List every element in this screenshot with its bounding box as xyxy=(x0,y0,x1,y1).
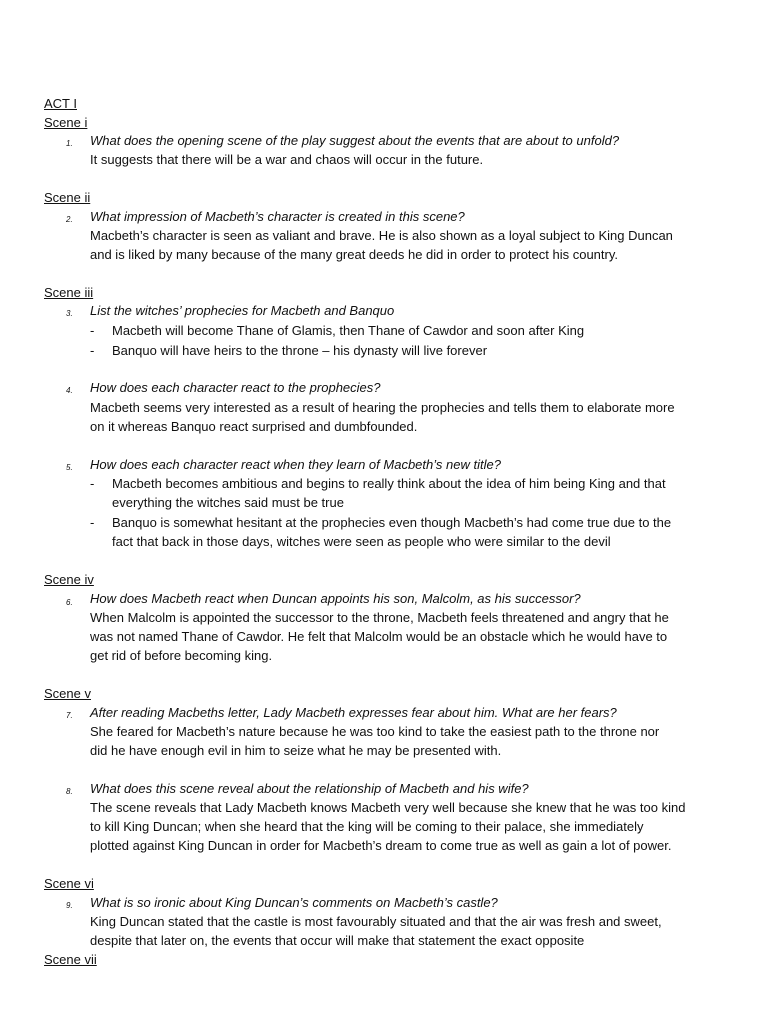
answer-text: get rid of before becoming king. xyxy=(90,648,273,663)
question-number: 7. xyxy=(66,711,73,720)
question-text: What impression of Macbeth’s character is created in this scene? xyxy=(90,209,465,224)
question-text: What does this scene reveal about the relationship of Macbeth and his wife? xyxy=(90,781,529,796)
answer-text: The scene reveals that Lady Macbeth knows Macbeth very well because she knew that he was too kind xyxy=(90,800,686,815)
question-text: What does the opening scene of the play suggest about the events that are about to unfold? xyxy=(90,133,620,148)
act-heading: ACT I xyxy=(44,96,77,111)
scene-heading: Scene v xyxy=(44,686,91,701)
question-number: 8. xyxy=(66,787,73,796)
bullet-text: Macbeth becomes ambitious and begins to really think about the idea of him being King and that xyxy=(112,476,666,491)
question-text: What is so ironic about King Duncan’s comments on Macbeth’s castle? xyxy=(90,895,498,910)
question-text: How does each character react when they learn of Macbeth’s new title? xyxy=(90,457,501,472)
bullet-text: fact that back in those days, witches were seen as people who were similar to the devil xyxy=(112,534,611,549)
bullet-marker: - xyxy=(90,515,95,530)
answer-text: It suggests that there will be a war and chaos will occur in the future. xyxy=(90,152,484,167)
bullet-marker: - xyxy=(90,323,95,338)
scene-heading: Scene i xyxy=(44,115,88,130)
question-number: 3. xyxy=(66,309,73,318)
question-number: 2. xyxy=(66,215,73,224)
answer-text: was not named Thane of Cawdor. He felt that Malcolm would be an obstacle which he would have to xyxy=(90,629,668,644)
scene-heading: Scene iv xyxy=(44,572,94,587)
answer-text: despite that later on, the events that occur will make that statement the exact opposite xyxy=(90,933,585,948)
scene-heading: Scene vii xyxy=(44,952,97,967)
answer-text: She feared for Macbeth’s nature because he was too kind to take the easiest path to the throne nor xyxy=(90,724,660,739)
answer-text: Macbeth’s character is seen as valiant and brave. He is also shown as a loyal subject to King Duncan xyxy=(90,228,673,243)
question-number: 5. xyxy=(66,463,73,472)
question-text: How does each character react to the prophecies? xyxy=(90,380,381,395)
question-text: List the witches’ prophecies for Macbeth and Banquo xyxy=(90,303,395,318)
bullet-text: Macbeth will become Thane of Glamis, then Thane of Cawdor and soon after King xyxy=(112,323,585,338)
scene-heading: Scene vi xyxy=(44,876,94,891)
bullet-text: everything the witches said must be true xyxy=(112,495,344,510)
question-number: 4. xyxy=(66,386,73,395)
bullet-text: Banquo will have heirs to the throne – his dynasty will live forever xyxy=(112,343,488,358)
bullet-text: Banquo is somewhat hesitant at the prophecies even though Macbeth’s had come true due to the xyxy=(112,515,672,530)
scene-heading: Scene iii xyxy=(44,285,94,300)
scene-heading: Scene ii xyxy=(44,190,91,205)
bullet-marker: - xyxy=(90,343,95,358)
answer-text: on it whereas Banquo react surprised and dumbfounded. xyxy=(90,419,418,434)
answer-text: plotted against King Duncan in order for Macbeth’s dream to come true as well as gain a lot of power. xyxy=(90,838,672,853)
question-number: 9. xyxy=(66,901,73,910)
answer-text: When Malcolm is appointed the successor to the throne, Macbeth feels threatened and angry that he xyxy=(90,610,669,625)
answer-text: King Duncan stated that the castle is most favourably situated and that the air was fresh and sweet, xyxy=(90,914,662,929)
answer-text: Macbeth seems very interested as a result of hearing the prophecies and tells them to elaborate more xyxy=(90,400,675,415)
answer-text: did he have enough evil in him to seize what he may be presented with. xyxy=(90,743,502,758)
bullet-marker: - xyxy=(90,476,95,491)
question-text: How does Macbeth react when Duncan appoints his son, Malcolm, as his successor? xyxy=(90,591,581,606)
question-number: 1. xyxy=(66,139,73,148)
answer-text: and is liked by many because of the many great deeds he did in order to protect his country. xyxy=(90,247,619,262)
answer-text: to kill King Duncan; when she heard that the king will be coming to their palace, she immediately xyxy=(90,819,644,834)
question-text: After reading Macbeths letter, Lady Macbeth expresses fear about him. What are her fears? xyxy=(90,705,617,720)
question-number: 6. xyxy=(66,598,73,607)
